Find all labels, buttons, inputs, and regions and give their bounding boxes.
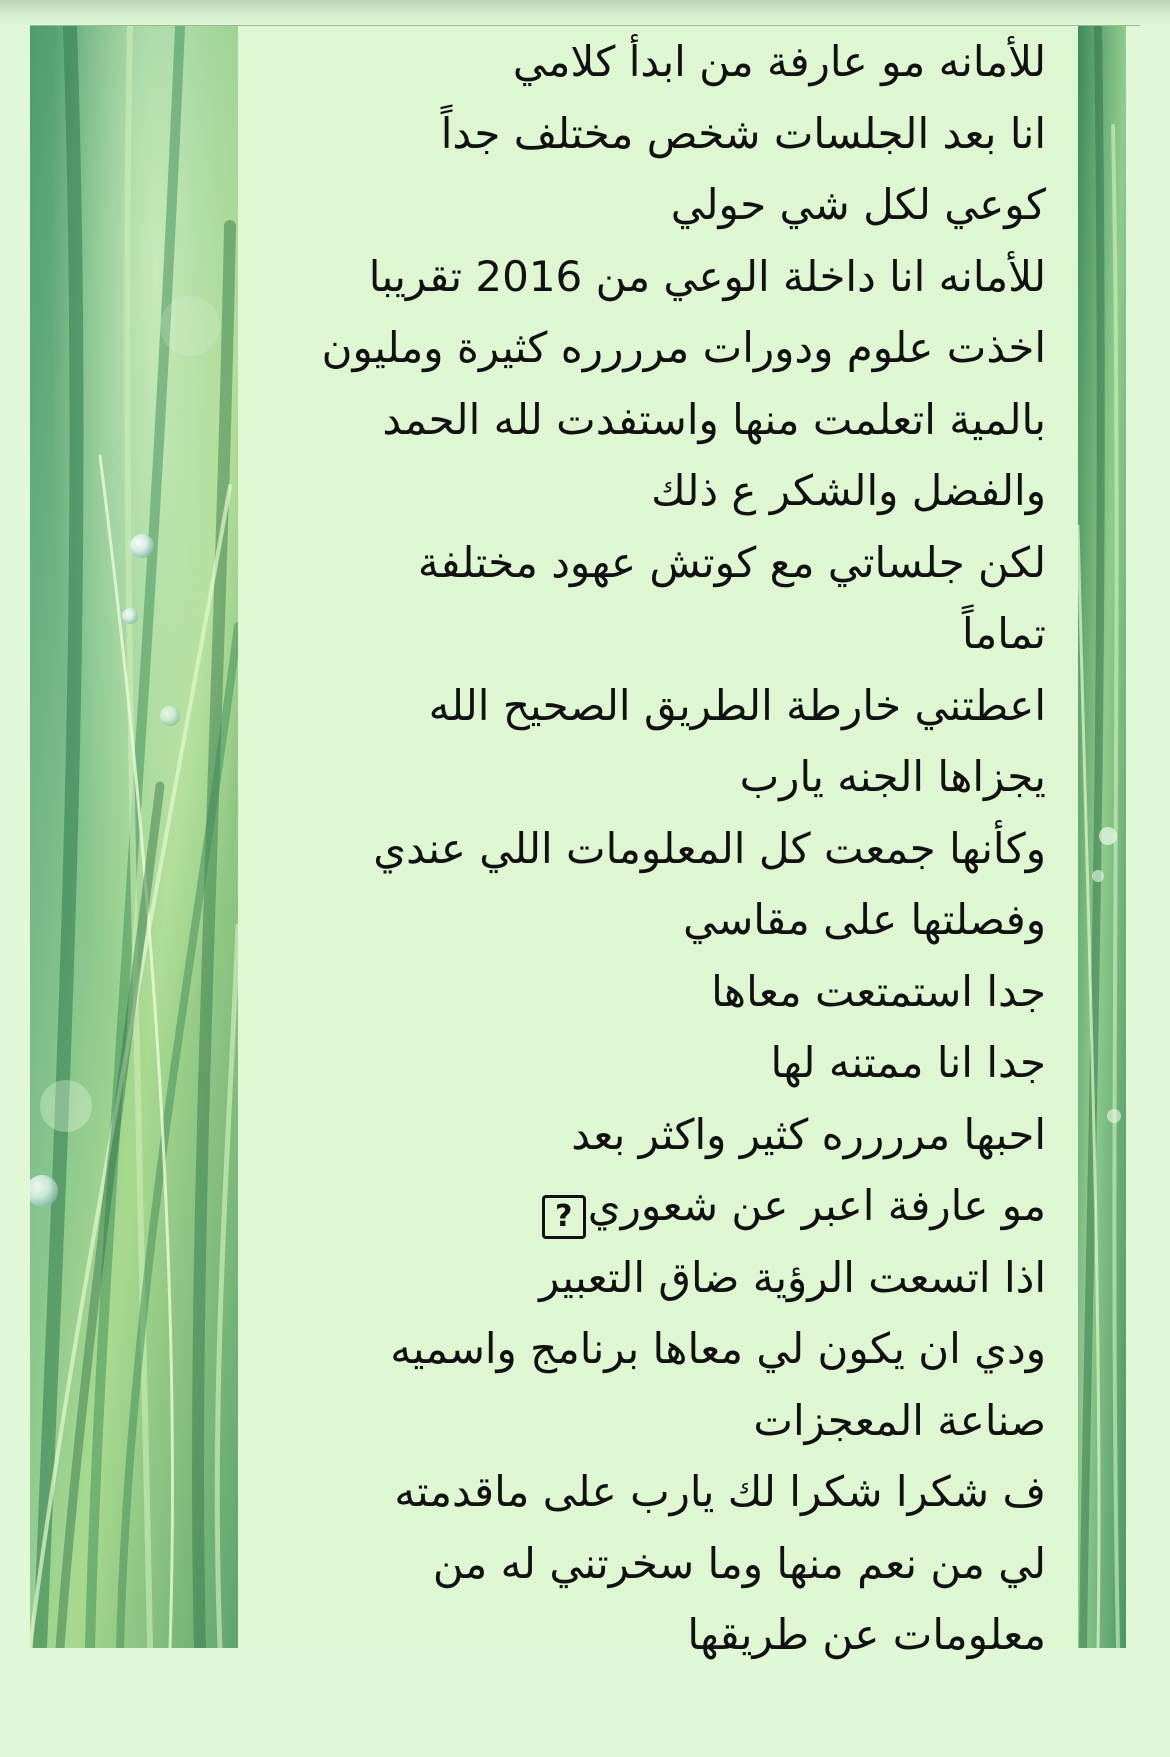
- note-line: ودي ان يكون لي معاها برنامج واسميه: [390, 1324, 1046, 1373]
- missing-emoji-icon: ?: [542, 1195, 586, 1239]
- grass-image-left: [30, 26, 238, 1648]
- note-line: انا بعد الجلسات شخص مختلف جداً: [440, 108, 1046, 158]
- note-line: للأمانه انا داخلة الوعي من 2016 تقريبا: [368, 251, 1046, 301]
- note-line: كوعي لكل شي حولي: [670, 180, 1046, 229]
- note-line-with-glyph: [256, 1170, 1046, 1242]
- note-line: جدا استمتعت معاها: [711, 966, 1046, 1016]
- note-line: والفضل والشكر ع ذلك: [651, 466, 1046, 515]
- note-line: ف شكرا شكرا لك يارب على ماقدمته: [394, 1467, 1046, 1516]
- note-line: بالمية اتعلمت منها واستفدت لله الحمد: [382, 394, 1046, 444]
- note-line: لي من نعم منها وما سخرتني له من: [432, 1538, 1046, 1588]
- note-line: اذا اتسعت الرؤية ضاق التعبير: [539, 1252, 1046, 1302]
- note-line: وفصلتها على مقاسي: [683, 895, 1046, 944]
- note-line: يجزاها الجنه يارب: [739, 752, 1046, 801]
- note-line: معلومات عن طريقها: [687, 1610, 1046, 1659]
- note-line: تماماً: [961, 609, 1046, 658]
- note-line: صناعة المعجزات: [753, 1395, 1046, 1445]
- grass-right-graphic: [1078, 26, 1126, 1648]
- note-text: [256, 26, 1046, 1671]
- note-line: اخذت علوم ودورات مرررره كثيرة ومليون: [321, 323, 1046, 372]
- top-edge: [0, 0, 1170, 26]
- note-line-text: مو عارفة اعبر عن شعوري: [587, 1181, 1046, 1230]
- grass-image-right: [1078, 26, 1126, 1648]
- note-line: احبها مرررره كثير واكثر بعد: [571, 1109, 1046, 1159]
- note-line: اعطتني خارطة الطريق الصحيح الله: [428, 680, 1046, 730]
- note-line: لكن جلساتي مع كوتش عهود مختلفة: [417, 537, 1046, 587]
- note-panel: [238, 26, 1078, 1659]
- note-line: وكأنها جمعت كل المعلومات اللي عندي: [373, 823, 1046, 873]
- note-line: للأمانه مو عارفة من ابدأ كلامي: [512, 37, 1046, 86]
- grass-left-graphic: [30, 26, 238, 1648]
- note-line: جدا انا ممتنه لها: [770, 1038, 1046, 1087]
